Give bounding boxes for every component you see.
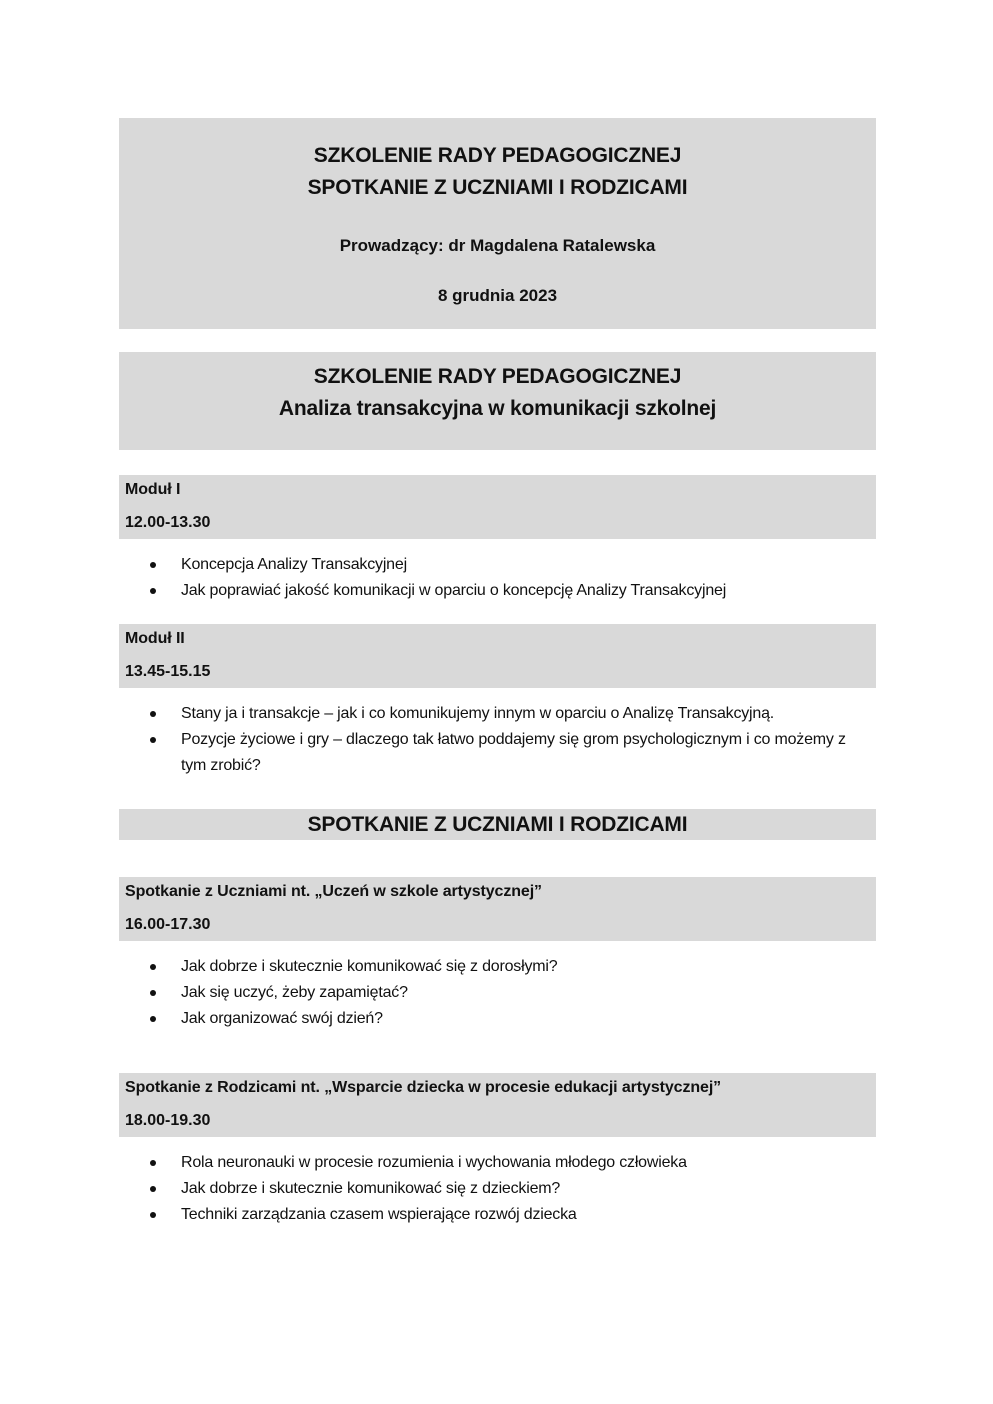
list-item: [119, 578, 876, 604]
list-item: [119, 1006, 876, 1032]
document-content: [119, 118, 876, 1228]
list-item: [119, 1176, 876, 1202]
training-title-block: [119, 352, 876, 450]
list-item-text: Rola neuronauki w procesie rozumienia i wychowania młodego człowieka: [181, 1154, 687, 1171]
list-item: [119, 980, 876, 1006]
list-item: [119, 727, 876, 779]
document-title-line2: SPOTKANIE Z UCZNIAMI I RODZICAMI: [307, 176, 688, 199]
bullet-icon: [150, 711, 156, 717]
list-item: [119, 1150, 876, 1176]
document-title-line1: SZKOLENIE RADY PEDAGOGICZNEJ: [313, 144, 682, 167]
module-2-time: 13.45-15.15: [125, 663, 211, 680]
bullet-icon: [150, 588, 156, 594]
list-item: [119, 954, 876, 980]
list-item-text: Stany ja i transakcje – jak i co komunikujemy innym w oparciu o Analizę Transakcyjną.: [181, 705, 775, 722]
module-1-bullet-list: [119, 552, 876, 604]
list-item: [119, 552, 876, 578]
module-1-title: Moduł I: [125, 481, 181, 498]
meeting-parents-title: Spotkanie z Rodzicami nt. „Wsparcie dziecka w procesie edukacji artystycznej”: [125, 1079, 722, 1096]
meeting-students-time: 16.00-17.30: [125, 916, 211, 933]
module-1-time: 12.00-13.30: [125, 514, 211, 531]
module-2-title: Moduł II: [125, 630, 185, 647]
list-item-text: Jak poprawiać jakość komunikacji w oparciu o koncepcję Analizy Transakcyjnej: [181, 582, 727, 599]
bullet-icon: [150, 1160, 156, 1166]
bullet-icon: [150, 1186, 156, 1192]
bullet-icon: [150, 990, 156, 996]
module-2-header-bar: [119, 624, 876, 688]
list-item: [119, 1202, 876, 1228]
list-item-text: Koncepcja Analizy Transakcyjnej: [181, 556, 407, 573]
list-item: [119, 701, 876, 727]
meetings-section-heading: SPOTKANIE Z UCZNIAMI I RODZICAMI: [119, 809, 876, 840]
list-item-text: Jak się uczyć, żeby zapamiętać?: [181, 984, 408, 1001]
list-item-text: Jak organizować swój dzień?: [181, 1010, 383, 1027]
bullet-icon: [150, 964, 156, 970]
module-1-header-bar: [119, 475, 876, 539]
bullet-icon: [150, 1016, 156, 1022]
bullet-icon: [150, 562, 156, 568]
meeting-students-title: Spotkanie z Uczniami nt. „Uczeń w szkole artystycznej”: [125, 883, 542, 900]
list-item-text: Pozycje życiowe i gry – dlaczego tak łatwo poddajemy się grom psychologicznym i co możemy z tym zrobić?: [181, 731, 846, 774]
list-item-text: Jak dobrze i skutecznie komunikować się z dorosłymi?: [181, 958, 558, 975]
list-item-text: Techniki zarządzania czasem wspierające rozwój dziecka: [181, 1206, 577, 1223]
title-block: [119, 118, 876, 329]
meeting-parents-bullet-list: [119, 1150, 876, 1228]
date-line: 8 grudnia 2023: [437, 286, 558, 305]
meeting-students-header-bar: [119, 877, 876, 941]
training-title-line2: Analiza transakcyjna w komunikacji szkolnej: [278, 397, 717, 420]
presenter-line: Prowadzący: dr Magdalena Ratalewska: [339, 236, 656, 255]
meeting-students-bullet-list: [119, 954, 876, 1032]
list-item-text: Jak dobrze i skutecznie komunikować się z dzieckiem?: [181, 1180, 561, 1197]
bullet-icon: [150, 737, 156, 743]
meeting-parents-time: 18.00-19.30: [125, 1112, 211, 1129]
training-title-line1: SZKOLENIE RADY PEDAGOGICZNEJ: [313, 365, 682, 388]
meeting-parents-header-bar: [119, 1073, 876, 1137]
module-2-bullet-list: [119, 701, 876, 779]
bullet-icon: [150, 1212, 156, 1218]
